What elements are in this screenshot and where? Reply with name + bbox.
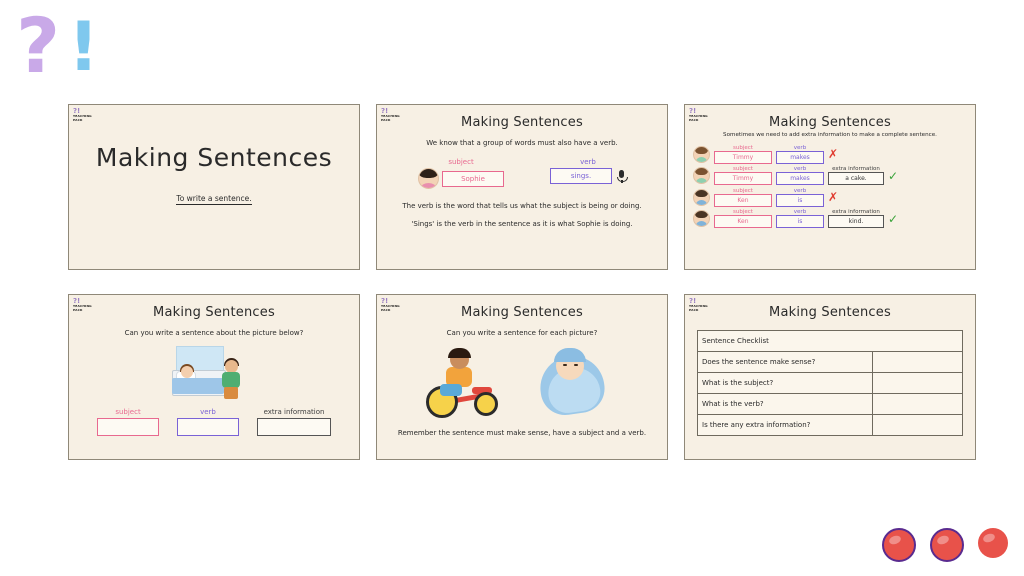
microphone-icon	[617, 170, 626, 183]
extra-label: extra information	[832, 166, 880, 172]
verb-box[interactable]: is	[776, 194, 824, 207]
slide-each-picture[interactable]	[376, 294, 668, 460]
illustrations	[377, 348, 667, 418]
page-title: Making Sentences	[769, 115, 891, 130]
table-row	[698, 373, 962, 394]
checklist-answer-cell[interactable]	[873, 352, 962, 372]
extra-group	[828, 166, 884, 185]
checklist-question: Does the sentence make sense?	[698, 352, 873, 372]
table-row	[693, 188, 967, 207]
prompt-text: Can you write a sentence for each picture?	[446, 329, 598, 337]
footer-text: Remember the sentence must make sense, have a subject and a verb.	[397, 429, 647, 437]
subject-label: subject	[733, 166, 753, 172]
extra-label: extra information	[263, 408, 325, 416]
verb-group	[776, 166, 824, 185]
paint-dot-icon	[930, 528, 964, 562]
table-row	[698, 394, 962, 415]
subject-group	[714, 166, 772, 185]
exclamation-mark-icon: !	[68, 8, 100, 87]
slide-logo: ?! TEACHING PACK	[381, 107, 400, 122]
verb-box[interactable]: is	[776, 215, 824, 228]
checklist-question: What is the verb?	[698, 394, 873, 414]
slide-logo: ?! TEACHING PACK	[73, 297, 92, 312]
checklist-question: Is there any extra information?	[698, 415, 873, 435]
slide-verb[interactable]	[376, 104, 668, 270]
subject-label: subject	[733, 144, 753, 151]
swaddled-baby-image	[528, 348, 620, 418]
verb-box[interactable]: makes	[776, 172, 824, 185]
question-mark-icon: ?	[16, 1, 61, 90]
extra-box[interactable]: kind.	[828, 215, 884, 228]
answer-boxes	[69, 408, 359, 436]
body-text-2: 'Sings' is the verb in the sentence as it is what Sophie is doing.	[411, 220, 633, 228]
avatar	[693, 210, 710, 227]
table-row	[698, 415, 962, 435]
cross-icon: ✗	[828, 190, 839, 204]
verb-label: verb	[200, 408, 216, 416]
brand-logo	[10, 1, 120, 90]
subject-input[interactable]	[97, 418, 159, 436]
checklist-question: What is the subject?	[698, 373, 873, 393]
extra-group	[828, 209, 884, 228]
slide-title[interactable]	[68, 104, 360, 270]
slide-subtitle: To write a sentence.	[176, 194, 252, 203]
verb-group	[776, 145, 824, 164]
avatar	[693, 167, 710, 184]
intro-text: Sometimes we need to add extra information to make a complete sentence.	[723, 132, 937, 138]
subject-group	[714, 188, 772, 207]
subject-box[interactable]: Ken	[714, 215, 772, 228]
subject-label: subject	[448, 158, 474, 166]
avatar	[693, 146, 710, 163]
subject-box[interactable]: Timmy	[714, 172, 772, 185]
subject-label: subject	[733, 187, 753, 194]
verb-box[interactable]: sings.	[550, 168, 612, 184]
slide-extra-information[interactable]	[684, 104, 976, 270]
paint-dot-icon	[978, 528, 1008, 558]
subject-box[interactable]: Sophie	[442, 171, 504, 187]
checklist-answer-cell[interactable]	[873, 373, 962, 393]
subject-group	[714, 145, 772, 164]
slide-write-sentence[interactable]	[68, 294, 360, 460]
subject-group	[418, 158, 504, 189]
subject-box[interactable]: Timmy	[714, 151, 772, 164]
page-title: Making Sentences	[461, 305, 583, 320]
extra-label: extra information	[832, 209, 880, 215]
paint-dot-icon	[882, 528, 916, 562]
page-title: Making Sentences	[153, 305, 275, 320]
check-icon: ✓	[888, 211, 899, 226]
slide-logo: ?! TEACHING PACK	[689, 297, 708, 312]
sentence-rows	[685, 138, 975, 228]
avatar	[693, 189, 710, 206]
table-row	[693, 209, 967, 228]
verb-label: verb	[793, 187, 807, 194]
table-row	[693, 166, 967, 185]
illustration-bedroom	[69, 344, 359, 402]
verb-group	[550, 158, 626, 189]
avatar	[418, 168, 439, 189]
verb-label: verb	[793, 209, 807, 215]
extra-box[interactable]: a cake.	[828, 172, 884, 185]
check-icon: ✓	[888, 168, 899, 183]
verb-group	[177, 408, 239, 436]
subject-box[interactable]: Ken	[714, 194, 772, 207]
subject-group	[97, 408, 159, 436]
bed-scene-image	[168, 344, 260, 402]
verb-label: verb	[793, 166, 807, 172]
subject-label: subject	[733, 209, 753, 215]
subject-verb-row	[377, 158, 667, 189]
checklist-answer-cell[interactable]	[873, 394, 962, 414]
prompt-text: Can you write a sentence about the picture below?	[124, 329, 304, 337]
verb-box[interactable]: makes	[776, 151, 824, 164]
slide-logo: ?! TEACHING PACK	[73, 107, 92, 122]
verb-label: verb	[793, 144, 807, 151]
checklist-header: Sentence Checklist	[702, 337, 769, 345]
verb-group	[776, 209, 824, 228]
checklist-answer-cell[interactable]	[873, 415, 962, 435]
subject-label: subject	[115, 408, 141, 416]
page-title: Making Sentences	[95, 143, 333, 172]
page-title: Making Sentences	[461, 115, 583, 130]
table-row	[698, 352, 962, 373]
page-title: Making Sentences	[769, 305, 891, 320]
table-row	[693, 145, 967, 164]
verb-group	[776, 188, 824, 207]
boy-on-tricycle-image	[424, 348, 502, 418]
verb-label: verb	[580, 158, 596, 166]
slide-logo: ?! TEACHING PACK	[381, 297, 400, 312]
table-header-row	[698, 331, 962, 352]
slide-logo: ?! TEACHING PACK	[689, 107, 708, 122]
intro-text: We know that a group of words must also have a verb.	[426, 139, 618, 147]
paint-dots	[882, 528, 1008, 562]
body-text-1: The verb is the word that tells us what the subject is being or doing.	[402, 202, 642, 210]
extra-group	[257, 408, 331, 436]
slide-checklist[interactable]	[684, 294, 976, 460]
verb-input[interactable]	[177, 418, 239, 436]
extra-input[interactable]	[257, 418, 331, 436]
sentence-checklist-table	[697, 330, 963, 436]
subject-group	[714, 209, 772, 228]
cross-icon: ✗	[828, 147, 839, 161]
slide-grid	[68, 104, 976, 460]
